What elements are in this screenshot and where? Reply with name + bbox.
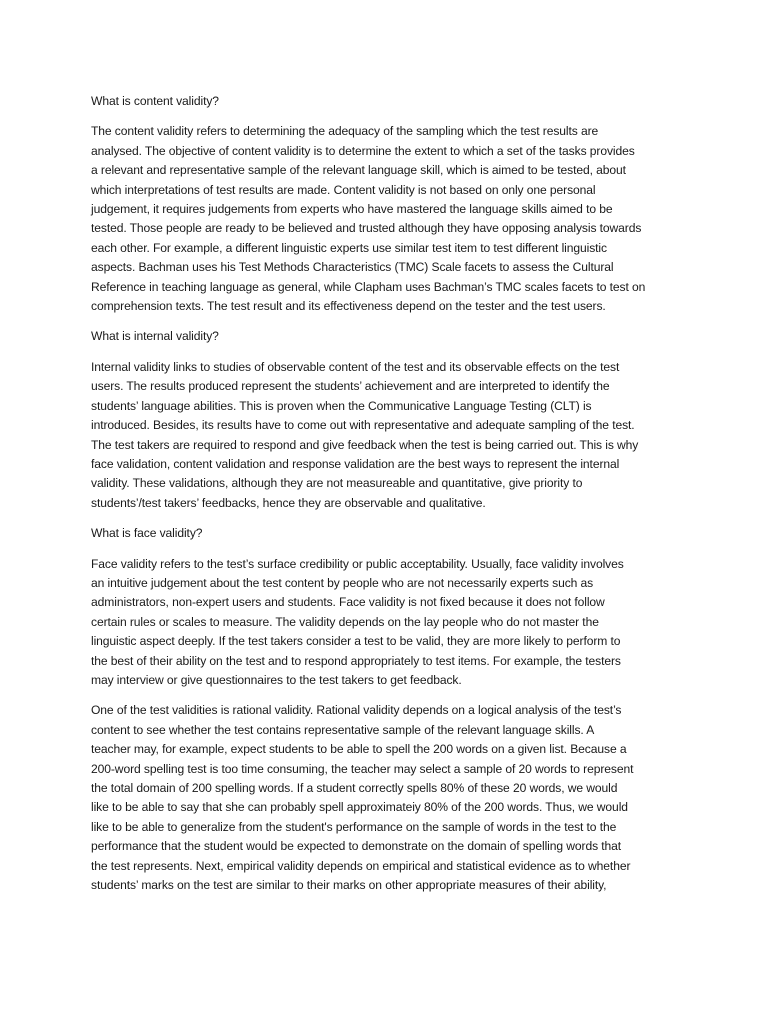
paragraph-line: administrators, non-expert users and students. Face validity is not fixed because it does not follow	[91, 595, 605, 610]
document-body	[91, 92, 681, 906]
section-paragraph	[91, 555, 681, 691]
section-heading: What is internal validity?	[91, 329, 219, 344]
paragraph-line: an intuitive judgement about the test content by people who are not necessarily experts such as	[91, 575, 594, 590]
paragraph-line: the best of their ability on the test and to respond appropriately to test items. For example, the testers	[91, 653, 621, 668]
paragraph-line: students’/test takers’ feedbacks, hence they are observable and qualitative.	[91, 495, 486, 510]
paragraph-line: Internal validity links to studies of observable content of the test and its observable effects on the test	[91, 359, 620, 374]
paragraph-line: The content validity refers to determining the adequacy of the sampling which the test results are	[91, 124, 599, 139]
paragraph-line: judgement, it requires judgements from experts who have mastered the language skills aimed to be	[91, 202, 613, 217]
paragraph-line: linguistic aspect deeply. If the test takers consider a test to be valid, they are more likely to perform to	[91, 634, 621, 649]
paragraph-line: content to see whether the test contains representative sample of the relevant language skills. A	[91, 722, 595, 737]
paragraph-line: introduced. Besides, its results have to come out with representative and adequate sampling of the test.	[91, 418, 635, 433]
paragraph-line: certain rules or scales to measure. The validity depends on the lay people who do not master the	[91, 614, 599, 629]
paragraph-line: each other. For example, a different linguistic experts use similar test item to test different linguistic	[91, 240, 607, 255]
paragraph-line: One of the test validities is rational validity. Rational validity depends on a logical analysis of the test’s	[91, 703, 622, 718]
paragraph-line: may interview or give questionnaires to the test takers to get feedback.	[91, 672, 462, 687]
paragraph-line: like to be able to say that she can probably spell approximateiy 80% of the 200 words. Thus, we would	[91, 800, 628, 815]
paragraph-line: students’ language abilities. This is proven when the Communicative Language Testing (CLT) is	[91, 398, 592, 413]
paragraph-line: tested. Those people are ready to be believed and trusted although they have opposing analysis towards	[91, 221, 642, 236]
paragraph-line: face validation, content validation and response validation are the best ways to represent the internal	[91, 456, 620, 471]
paragraph-line: like to be able to generalize from the student's performance on the sample of words in the test to the	[91, 819, 617, 834]
paragraph-line: comprehension texts. The test result and its effectiveness depend on the tester and the test users.	[91, 299, 606, 314]
paragraph-line: which interpretations of test results are made. Content validity is not based on only one personal	[91, 182, 596, 197]
paragraph-line: teacher may, for example, expect students to be able to spell the 200 words on a given list. Because a	[91, 742, 627, 757]
paragraph-line: the total domain of 200 spelling words. If a student correctly spells 80% of these 20 words, we would	[91, 781, 618, 795]
paragraph-line: analysed. The objective of content validity is to determine the extent to which a set of the tasks provides	[91, 143, 635, 158]
section-paragraph	[91, 122, 681, 316]
section-paragraph	[91, 358, 681, 513]
paragraph-line: The test takers are required to respond and give feedback when the test is being carried out. This is why	[91, 437, 639, 452]
paragraph-line: 200-word spelling test is too time consuming, the teacher may select a sample of 20 words to represent	[91, 761, 634, 776]
paragraph-line: performance that the student would be expected to demonstrate on the domain of spelling words that	[91, 839, 622, 854]
section-heading: What is face validity?	[91, 526, 203, 541]
paragraph-line: Reference in teaching language as general, while Clapham uses Bachman’s TMC scales facets to test on	[91, 279, 646, 294]
section-heading: What is content validity?	[91, 94, 219, 108]
paragraph-line: a relevant and representative sample of the relevant language skill, which is aimed to be tested, about	[91, 163, 626, 178]
paragraph-line: aspects. Bachman uses his Test Methods Characteristics (TMC) Scale facets to assess the Cultural	[91, 260, 614, 275]
section-paragraph	[91, 701, 681, 895]
paragraph-line: Face validity refers to the test’s surface credibility or public acceptability. Usually, face validity involves	[91, 556, 624, 571]
paragraph-line: the test represents. Next, empirical validity depends on empirical and statistical evidence as to whether	[91, 858, 631, 873]
paragraph-line: validity. These validations, although they are not measureable and quantitative, give priority to	[91, 476, 583, 491]
paragraph-line: students’ marks on the test are similar to their marks on other appropriate measures of their ability,	[91, 878, 607, 893]
paragraph-line: users. The results produced represent the students’ achievement and are interpreted to identify the	[91, 379, 610, 394]
